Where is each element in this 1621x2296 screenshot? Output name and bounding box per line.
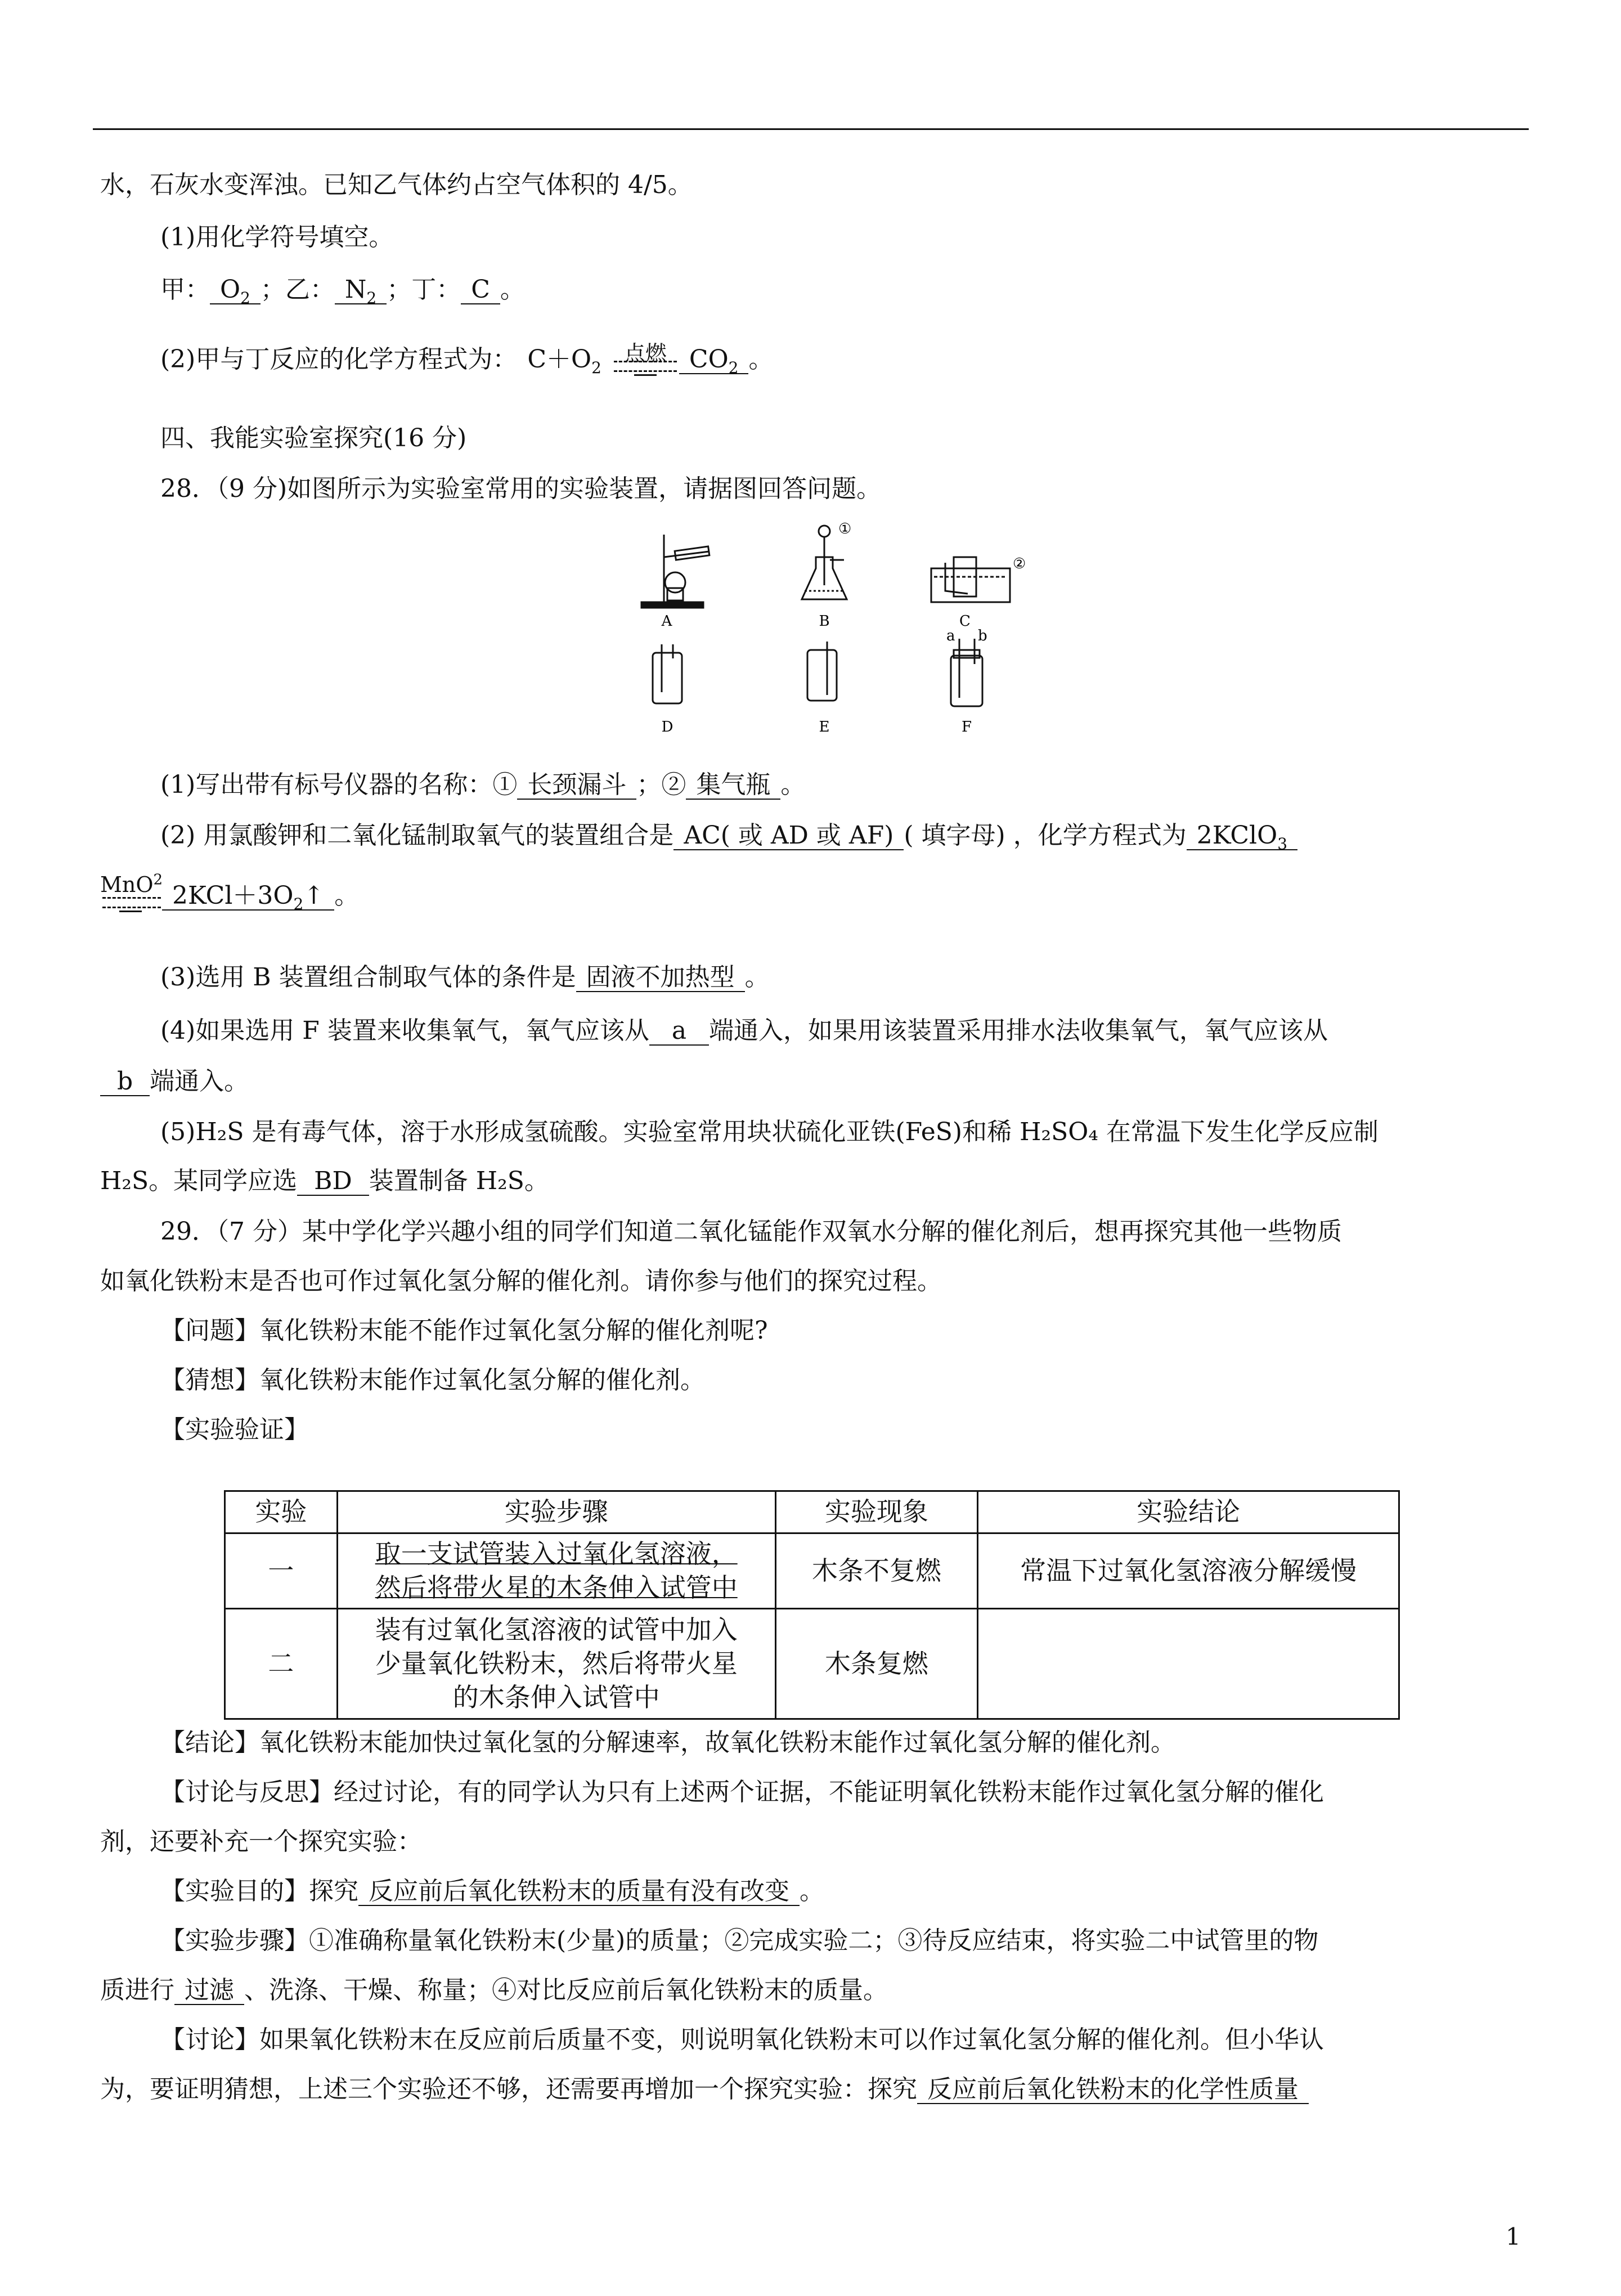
apparatus-d xyxy=(653,644,682,703)
table-header-row xyxy=(225,1491,1399,1533)
text-line: 水，石灰水变浑浊。已知乙气体约占空气体积的 4/5。 xyxy=(100,171,693,199)
section-heading: 四、我能实验室探究(16 分) xyxy=(160,424,467,452)
apparatus-f xyxy=(951,639,982,706)
q29-intro-line2: 如氧化铁粉末是否也可作过氧化氢分解的催化剂。请你参与他们的探究过程。 xyxy=(100,1267,942,1295)
figure-label-e: E xyxy=(819,719,830,736)
q29-verify-heading: 【实验验证】 xyxy=(160,1415,309,1444)
header-cell: 实验现象 xyxy=(775,1491,978,1533)
answer-blank: 过滤 xyxy=(174,1977,244,2005)
experiment-id: 二 xyxy=(225,1609,338,1719)
answer-blank: 固液不加热型 xyxy=(576,964,745,992)
q29-steps-line2: 质进行 过滤 、洗涤、干燥、称量；④对比反应前后氧化铁粉末的质量。 xyxy=(100,1976,888,2004)
header-cell: 实验 xyxy=(225,1491,338,1533)
figure-label-b: B xyxy=(819,613,830,630)
table-row xyxy=(225,1533,1399,1609)
header-cell: 实验结论 xyxy=(978,1491,1399,1533)
answer-blank: $O_2$ xyxy=(210,276,261,304)
q29-question: 【问题】氧化铁粉末能不能作过氧化氢分解的催化剂呢? xyxy=(160,1316,768,1345)
header-rule xyxy=(93,128,1529,130)
answer-blank: 长颈漏斗 xyxy=(517,772,636,800)
q28-s5-line2: H₂S。某同学应选 BD 装置制备 H₂S。 xyxy=(100,1167,549,1195)
q27-part1-label: (1)用化学符号填空。 xyxy=(160,223,394,252)
answer-blank: $CO_2$ xyxy=(679,346,749,374)
figure-label-f: F xyxy=(961,719,972,736)
figure-label-d: D xyxy=(661,719,673,736)
q28-s1: (1)写出带有标号仪器的名称：① 长颈漏斗 ；② 集气瓶 。 xyxy=(160,770,806,799)
answer-blank: 反应前后氧化铁粉末的质量有没有改变 xyxy=(358,1878,800,1906)
experiment-id: 一 xyxy=(225,1533,338,1609)
experiment-phenomenon: 木条复燃 xyxy=(775,1609,978,1719)
experiment-step: 取一支试管装入过氧化氢溶液， 然后将带火星的木条伸入试管中 xyxy=(337,1533,775,1609)
experiment-table xyxy=(224,1490,1400,1720)
figure-label-c: C xyxy=(959,613,971,630)
q27-part1-answers: 甲： $O_2$ ；乙： $N_2$ ；丁： C 。 xyxy=(160,275,525,307)
q29-purpose: 【实验目的】探究 反应前后氧化铁粉末的质量有没有改变 。 xyxy=(160,1877,824,1905)
answer-blank: C xyxy=(461,276,500,304)
table-row xyxy=(225,1609,1399,1719)
q28-s2: (2) 用氯酸钾和二氧化锰制取氧气的装置组合是 AC( 或 AD 或 AF) ( 填字母) ，化学方程式为 2KClO$_3$ xyxy=(160,815,1297,851)
experiment-phenomenon: 木条不复燃 xyxy=(775,1533,978,1609)
answer-blank: a xyxy=(649,1017,709,1046)
answer-blank: $C+O_2$ xyxy=(527,345,601,377)
q29-intro-line1: 29．（7 分）某中学化学兴趣小组的同学们知道二氧化锰能作双氧水分解的催化剂后，想再探究其他一些物质 xyxy=(160,1217,1342,1246)
mark-b: b xyxy=(978,627,987,644)
q28-s2-equation: MnO$^2$ $2KCl+3O_2↑$ 。 xyxy=(100,875,359,921)
q28-s5-line1: (5)H₂S 是有毒气体，溶于水形成氢硫酸。实验室常用块状硫化亚铁(FeS)和稀 H₂SO₄ 在常温下发生化学反应制 xyxy=(160,1118,1378,1146)
apparatus-c xyxy=(931,557,1010,602)
reaction-condition: 点燃 xyxy=(612,339,679,384)
answer-blank: 集气瓶 xyxy=(686,772,780,800)
q28-s3: (3)选用 B 装置组合制取气体的条件是 固液不加热型 。 xyxy=(160,963,770,992)
answer-blank: BD xyxy=(297,1168,369,1196)
q29-discuss-line2: 剂，还要补充一个探究实验： xyxy=(100,1827,422,1856)
apparatus-e xyxy=(807,642,837,701)
header-cell: 实验步骤 xyxy=(337,1491,775,1533)
q29-guess: 【猜想】氧化铁粉末能作过氧化氢分解的催化剂。 xyxy=(160,1366,705,1394)
apparatus-a xyxy=(641,535,710,608)
experiment-step: 装有过氧化氢溶液的试管中加入 少量氧化铁粉末，然后将带火星 的木条伸入试管中 xyxy=(337,1609,775,1719)
q29-discuss-line1: 【讨论与反思】经过讨论，有的同学认为只有上述两个证据，不能证明氧化铁粉末能作过氧化氢分解的催化 xyxy=(160,1778,1324,1806)
lab-apparatus-figure xyxy=(630,523,1024,743)
experiment-conclusion xyxy=(978,1609,1399,1719)
answer-blank: 2KClO$_3$ xyxy=(1187,822,1297,850)
q29-talk-line1: 【讨论】如果氧化铁粉末在反应前后质量不变，则说明氧化铁粉末可以作过氧化氢分解的催化剂。但小华认 xyxy=(160,2025,1324,2054)
q29-steps-line1: 【实验步骤】①准确称量氧化铁粉末(少量)的质量；②完成实验二；③待反应结束，将实验二中试管里的物 xyxy=(160,1926,1319,1955)
q29-conclusion: 【结论】氧化铁粉末能加快过氧化氢的分解速率，故氧化铁粉末能作过氧化氢分解的催化剂。 xyxy=(160,1728,1175,1757)
answer-blank: b xyxy=(100,1068,150,1096)
answer-blank: AC( 或 AD 或 AF) xyxy=(673,822,904,850)
page-number: 1 xyxy=(1506,2223,1521,2250)
mark-1: ① xyxy=(838,521,852,537)
reaction-condition: MnO$^2$ xyxy=(100,876,162,921)
q27-part2: (2)甲与丁反应的化学方程式为： $C+O_2$ 点燃 $CO_2$ 。 xyxy=(160,339,773,384)
mark-a: a xyxy=(946,627,955,644)
q29-talk-line2: 为，要证明猜想，上述三个实验还不够，还需要再增加一个探究实验：探究 反应前后氧化铁粉末的化学性质量 xyxy=(100,2069,1309,2105)
answer-blank: $N_2$ xyxy=(335,276,387,304)
q28-intro: 28．（9 分)如图所示为实验室常用的实验装置，请据图回答问题。 xyxy=(160,474,882,503)
q28-s4-line1: (4)如果选用 F 装置来收集氧气，氧气应该从 a 端通入，如果用该装置采用排水法收集氧气，氧气应该从 xyxy=(160,1016,1328,1045)
answer-blank: 反应前后氧化铁粉末的化学性质量 xyxy=(917,2076,1309,2104)
experiment-conclusion: 常温下过氧化氢溶液分解缓慢 xyxy=(978,1533,1399,1609)
mark-2: ② xyxy=(1013,555,1026,572)
answer-blank: $2KCl+3O_2↑$ xyxy=(162,882,334,911)
figure-label-a: A xyxy=(661,613,672,630)
q28-s4-line2: b 端通入。 xyxy=(100,1061,249,1097)
